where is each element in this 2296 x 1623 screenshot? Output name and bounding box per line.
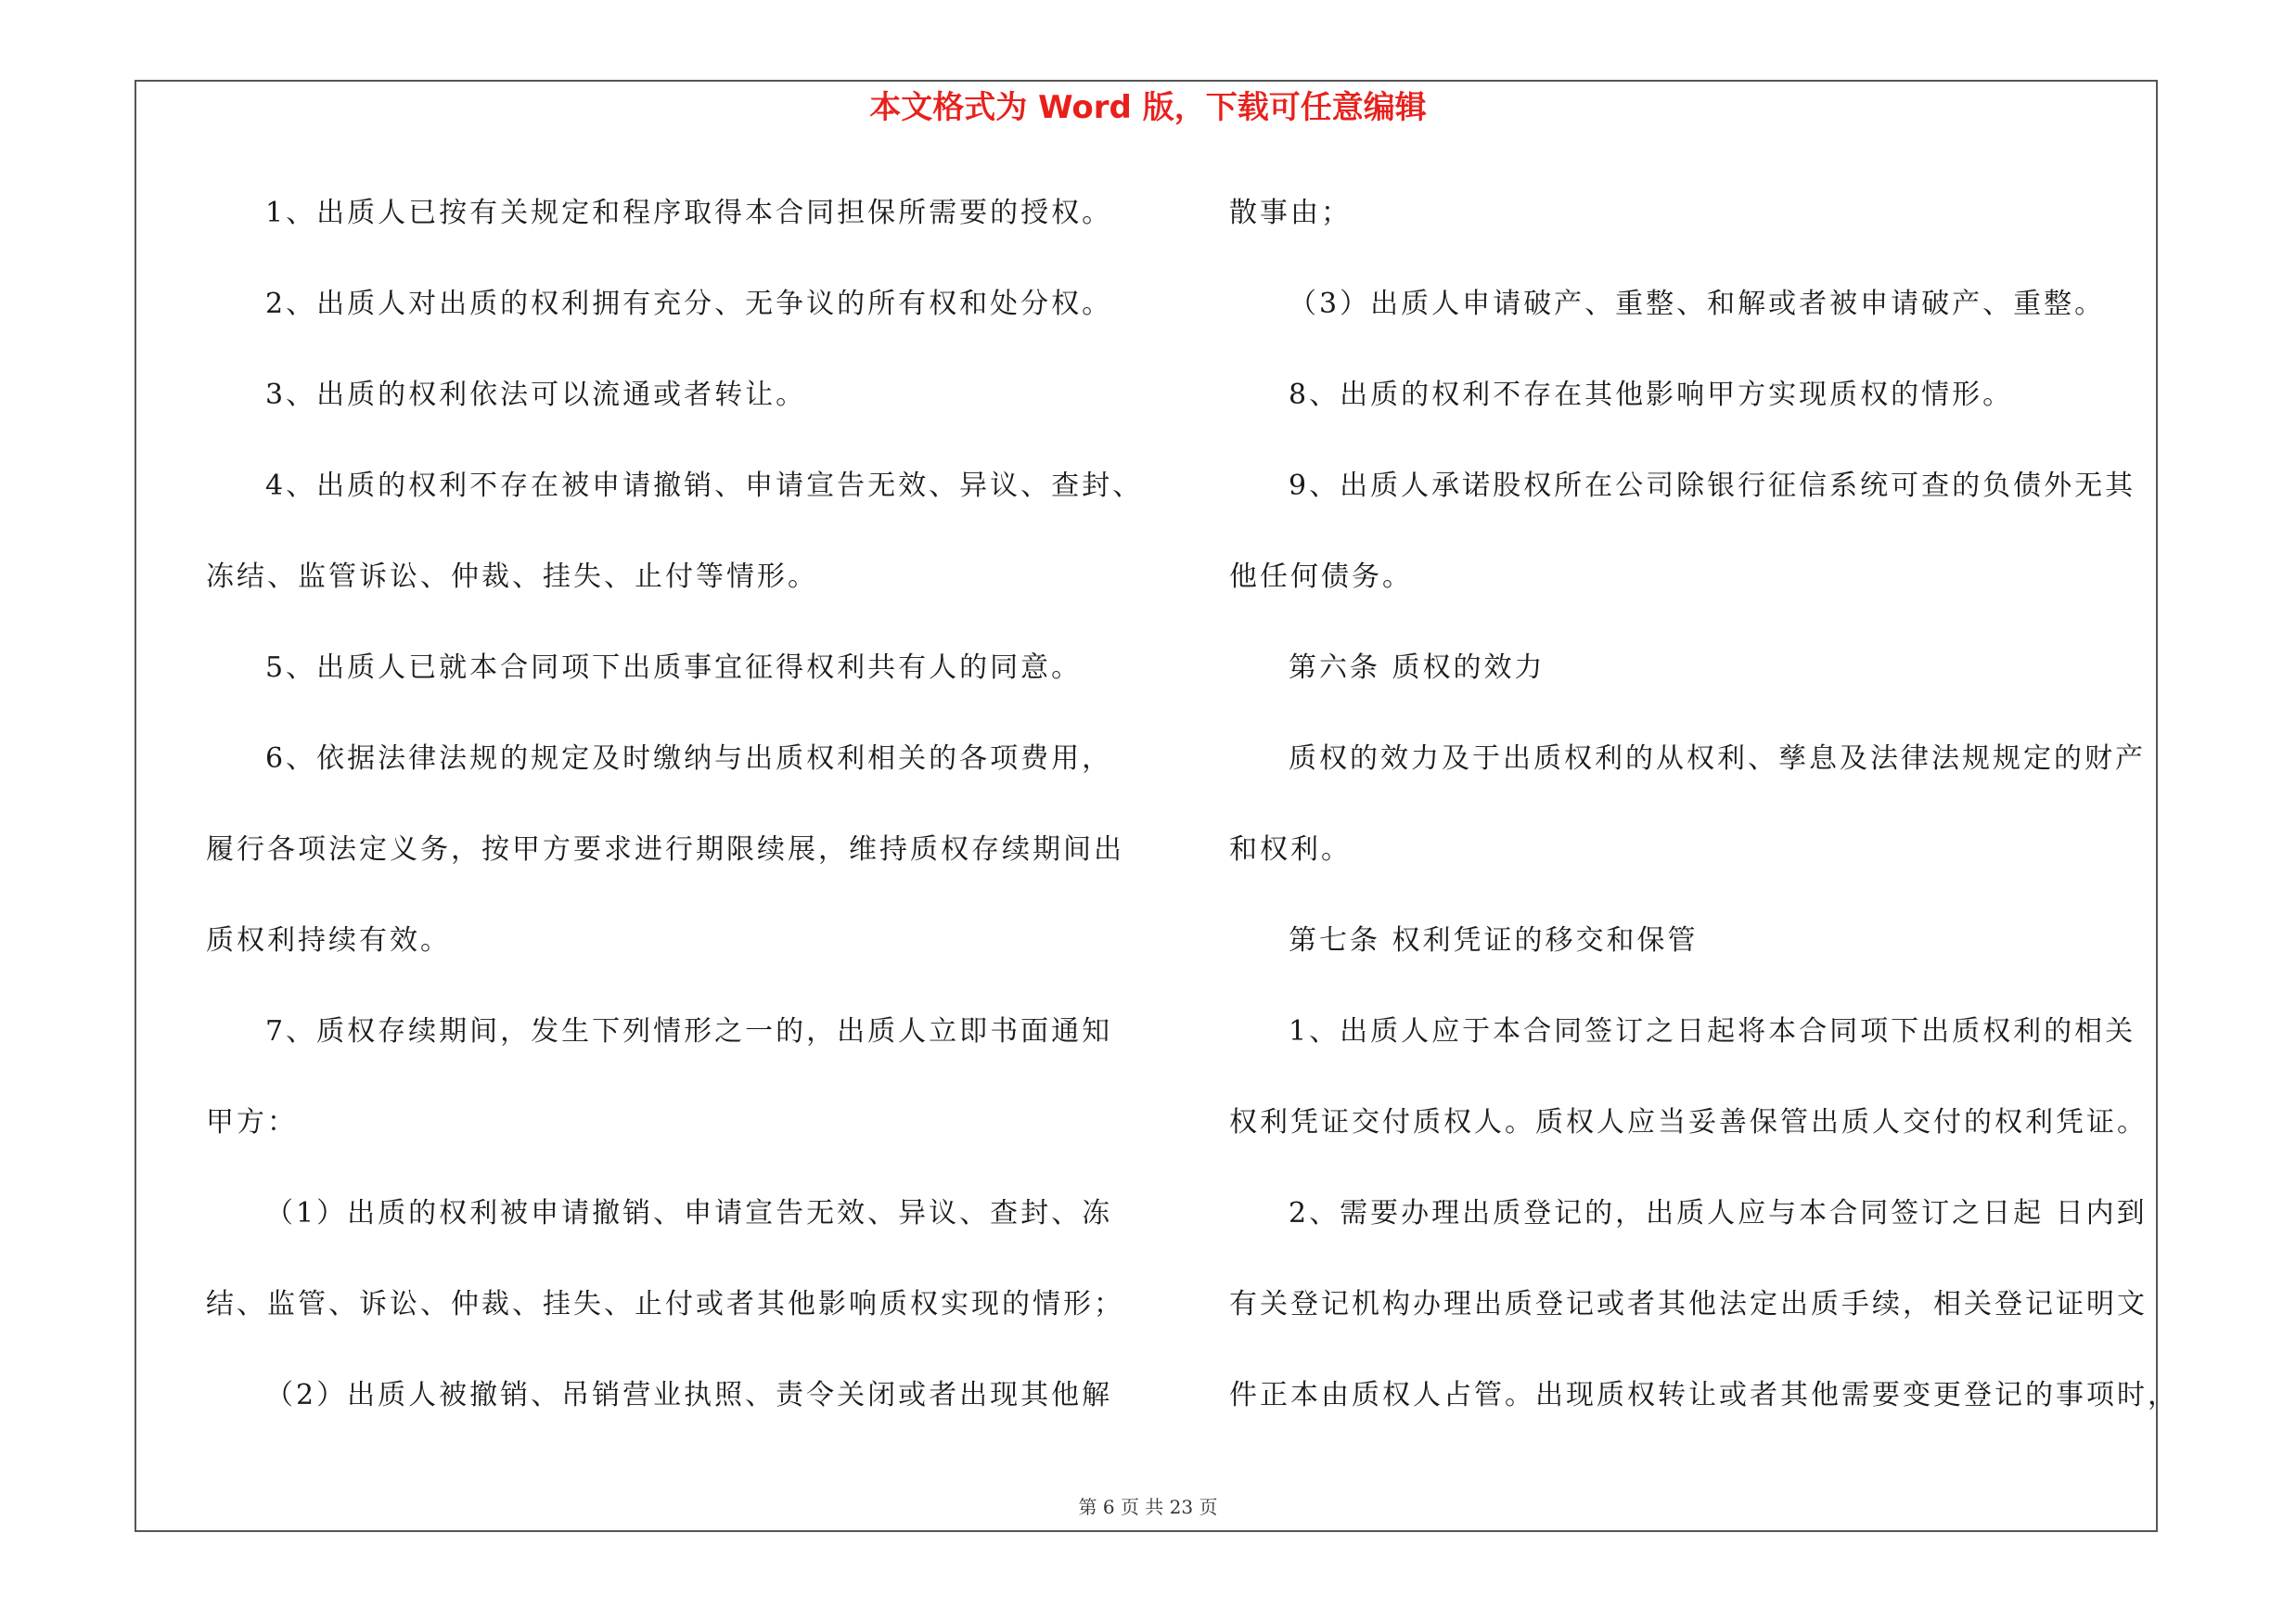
text-line: 5、出质人已就本合同项下出质事宜征得权利共有人的同意。 bbox=[265, 651, 1083, 684]
text-line: 2、需要办理出质登记的，出质人应与本合同签订之日起 日内到 bbox=[1289, 1197, 2148, 1230]
text-line: 质权的效力及于出质权利的从权利、孳息及法律法规规定的财产 bbox=[1289, 742, 2146, 775]
text-line: 4、出质的权利不存在被申请撤销、申请宣告无效、异议、查封、 bbox=[265, 470, 1144, 502]
text-line: 6、依据法律法规的规定及时缴纳与出质权利相关的各项费用， bbox=[265, 742, 1113, 775]
text-line: 权利凭证交付质权人。质权人应当妥善保管出质人交付的权利凭证。 bbox=[1229, 1106, 2148, 1139]
text-line: 结、监管、诉讼、仲裁、挂失、止付或者其他影响质权实现的情形； bbox=[206, 1288, 1124, 1320]
text-line: 2、出质人对出质的权利拥有充分、无争议的所有权和处分权。 bbox=[265, 288, 1113, 320]
text-line: 8、出质的权利不存在其他影响甲方实现质权的情形。 bbox=[1289, 379, 2014, 411]
section-heading: 第六条 质权的效力 bbox=[1289, 651, 1546, 684]
section-heading: 第七条 权利凭证的移交和保管 bbox=[1289, 924, 1699, 957]
text-line: 冻结、监管诉讼、仲裁、挂失、止付等情形。 bbox=[206, 560, 818, 593]
text-line: 3、出质的权利依法可以流通或者转让。 bbox=[265, 379, 807, 411]
text-line: （1）出质的权利被申请撤销、申请宣告无效、异议、查封、冻 bbox=[265, 1197, 1113, 1230]
text-line: 他任何债务。 bbox=[1229, 560, 1413, 593]
text-line: 9、出质人承诺股权所在公司除银行征信系统可查的负债外无其 bbox=[1289, 470, 2136, 502]
text-line: 7、质权存续期间，发生下列情形之一的，出质人立即书面通知 bbox=[265, 1015, 1113, 1048]
text-line: 和权利。 bbox=[1229, 833, 1352, 866]
text-line: 散事由； bbox=[1229, 197, 1352, 229]
text-line: 1、出质人应于本合同签订之日起将本合同项下出质权利的相关 bbox=[1289, 1015, 2136, 1048]
text-line: （2）出质人被撤销、吊销营业执照、责令关闭或者出现其他解 bbox=[265, 1379, 1113, 1411]
text-line: 甲方： bbox=[206, 1106, 298, 1139]
page-number: 第 6 页 共 23 页 bbox=[1078, 1496, 1218, 1518]
text-line: 件正本由质权人占管。出现质权转让或者其他需要变更登记的事项时， bbox=[1229, 1379, 2178, 1411]
text-line: 1、出质人已按有关规定和程序取得本合同担保所需要的授权。 bbox=[265, 197, 1113, 229]
text-line: 质权利持续有效。 bbox=[206, 924, 451, 957]
text-line: 履行各项法定义务，按甲方要求进行期限续展，维持质权存续期间出 bbox=[206, 833, 1124, 866]
text-line: 有关登记机构办理出质登记或者其他法定出质手续，相关登记证明文 bbox=[1229, 1288, 2148, 1320]
text-line: （3）出质人申请破产、重整、和解或者被申请破产、重整。 bbox=[1289, 288, 2106, 320]
format-banner: 本文格式为 Word 版，下载可任意编辑 bbox=[869, 89, 1427, 126]
